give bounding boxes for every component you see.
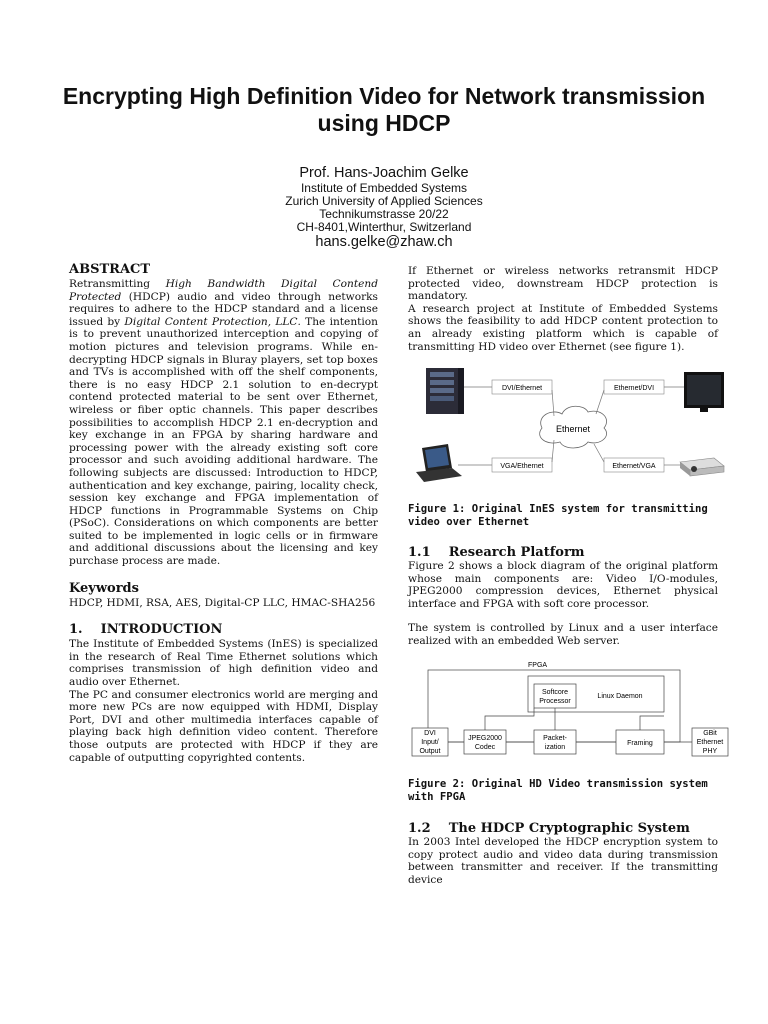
right-paragraph: A research project at Institute of Embedded Systems shows the feasibility to add HDCP content protection to an already existing platform which is capable of transmitting HD video over Ethernet (see figure 1). <box>408 302 718 353</box>
intro-paragraph: The PC and consumer electronics world are merging and more new PCs are now equipped with HDMI, Display Port, DVI and other multimedia interfaces capable of playing back high definition video content. Therefore those outputs are protected with HDCP if they are capable of outputting copyrighted contents. <box>69 688 378 764</box>
linux-label: Linux Daemon <box>597 693 643 700</box>
dvi-io-box <box>412 728 448 756</box>
figure-1-diagram <box>408 358 732 492</box>
figure-1-caption: Figure 1: Original InES system for transmitting video over Ethernet <box>408 503 708 528</box>
jpeg2000-codec-box <box>464 730 506 754</box>
fig1-label: Ethernet/DVI <box>613 385 655 392</box>
figure-2-caption: Figure 2: Original HD Video transmission system with FPGA <box>408 778 708 803</box>
fig1-label: VGA/Ethernet <box>500 463 544 470</box>
introduction-heading: 1. INTRODUCTION <box>69 622 223 638</box>
softcore-processor-box <box>534 684 576 708</box>
fig1-label: DVI/Ethernet <box>501 385 543 392</box>
affiliation-line: Zurich University of Applied Sciences <box>285 194 483 208</box>
tv-icon <box>684 372 724 412</box>
author-name: Prof. Hans-Joachim Gelke <box>299 165 469 181</box>
packet-label: Packet- <box>543 735 567 742</box>
right-paragraph: If Ethernet or wireless networks retransmit HDCP protected video, downstream HDCP protection is mandatory. <box>408 265 718 303</box>
ethernet-vga-box <box>604 458 664 472</box>
paper-title: Encrypting High Definition Video for Network transmission using HDCP <box>62 83 706 136</box>
framing-label: Framing <box>627 740 653 747</box>
laptop-icon <box>416 444 462 482</box>
author-block <box>150 165 618 250</box>
jpeg-label: JPEG2000 <box>468 735 502 742</box>
dvi-label: DVI <box>424 730 436 737</box>
gbit-label: Ethernet <box>696 739 724 746</box>
intro-paragraph: The Institute of Embedded Systems (InES) is specialized in the research of Real Time Ethernet solutions which comprises transmission of high definition video and audio over Ethernet. <box>69 638 378 689</box>
softcore-label: Softcore <box>541 689 569 696</box>
fig1-label: Ethernet/VGA <box>612 463 656 470</box>
packet-label: ization <box>544 744 566 751</box>
jpeg-label: Codec <box>474 744 496 751</box>
ethernet-dvi-box <box>604 380 664 394</box>
left-column <box>69 262 378 764</box>
gbit-label: PHY <box>702 748 718 755</box>
fpga-label: FPGA <box>528 662 548 669</box>
keywords-heading: Keywords <box>69 580 139 596</box>
abstract-heading: ABSTRACT <box>69 262 151 277</box>
section-1-1-heading: 1.1 Research Platform <box>408 545 585 560</box>
packetization-box <box>534 730 576 754</box>
section-paragraph: Figure 2 shows a block diagram of the original platform whose main components are: Video I/O-modules, JPEG2000 compression devices, Ethernet physical interface and FPGA with soft core processor. <box>408 560 718 610</box>
framing-box <box>616 730 664 754</box>
projector-icon <box>680 458 724 476</box>
keywords-text: HDCP, HDMI, RSA, AES, Digital-CP LLC, HMAC-SHA256 <box>69 596 376 609</box>
server-icon <box>426 368 464 414</box>
affiliation-line: Technikumstrasse 20/22 <box>319 207 449 221</box>
figure-2-diagram <box>408 656 732 760</box>
dvi-label: Input/ <box>421 739 439 746</box>
vga-ethernet-box <box>492 458 552 472</box>
fig1-cloud-label: Ethernet <box>555 424 591 434</box>
right-column-top <box>408 265 718 353</box>
gbit-ethernet-phy-box <box>692 728 728 756</box>
softcore-label: Processor <box>539 698 571 705</box>
section-1-2-heading: 1.2 The HDCP Cryptographic System <box>408 821 690 836</box>
dvi-label: Output <box>419 748 441 755</box>
section-paragraph: In 2003 Intel developed the HDCP encryption system to copy protect audio and video data during transmission between transmitter and receiver. If the transmitting device <box>408 836 718 886</box>
section-1-1 <box>408 545 718 648</box>
dvi-ethernet-box <box>492 380 552 394</box>
section-1-2 <box>408 821 718 886</box>
affiliation-line: Institute of Embedded Systems <box>300 181 468 195</box>
abstract-text: Retransmitting High Bandwidth Digital Contend Protected (HDCP) audio and video through networks requires to adhere to the HDCP standard and a license issued by Digital Content Protection, LLC. The intention is to prevent unauthorized interception and copying of motion pictures and television programs. While en- decrypting HDCP signals in Bluray players, set top boxes and TVs is accomplished with off the shelf components, there is no easy HDCP 2.1 solution to en-decrypt contend protected material to be sent over Ethernet, wireless or fiber optic channels. This paper describes possibilities to accomplish HDCP 2.1 en-decryption and key exchange in an FPGA by sharing hardware and processing power with the already existing soft core processor and such avoiding additional hardware. The following subjects are discussed: Introduction to HDCP, authentication and key exchange, pairing, locality check, session key exchange and FPGA implementation of HDCP functions in Programmable Systems on Chip (PSoC). Considerations on which components are better suited to be implemented in logic cells or in firmware and additional discussions about the licensing and key purchase process are made. <box>69 278 378 568</box>
gbit-label: GBit <box>703 730 717 737</box>
author-email: hans.gelke@zhaw.ch <box>315 234 453 250</box>
affiliation-line: CH-8401,Winterthur, Switzerland <box>296 220 472 234</box>
section-paragraph: The system is controlled by Linux and a user interface realized with an embedded Web server. <box>408 622 718 647</box>
